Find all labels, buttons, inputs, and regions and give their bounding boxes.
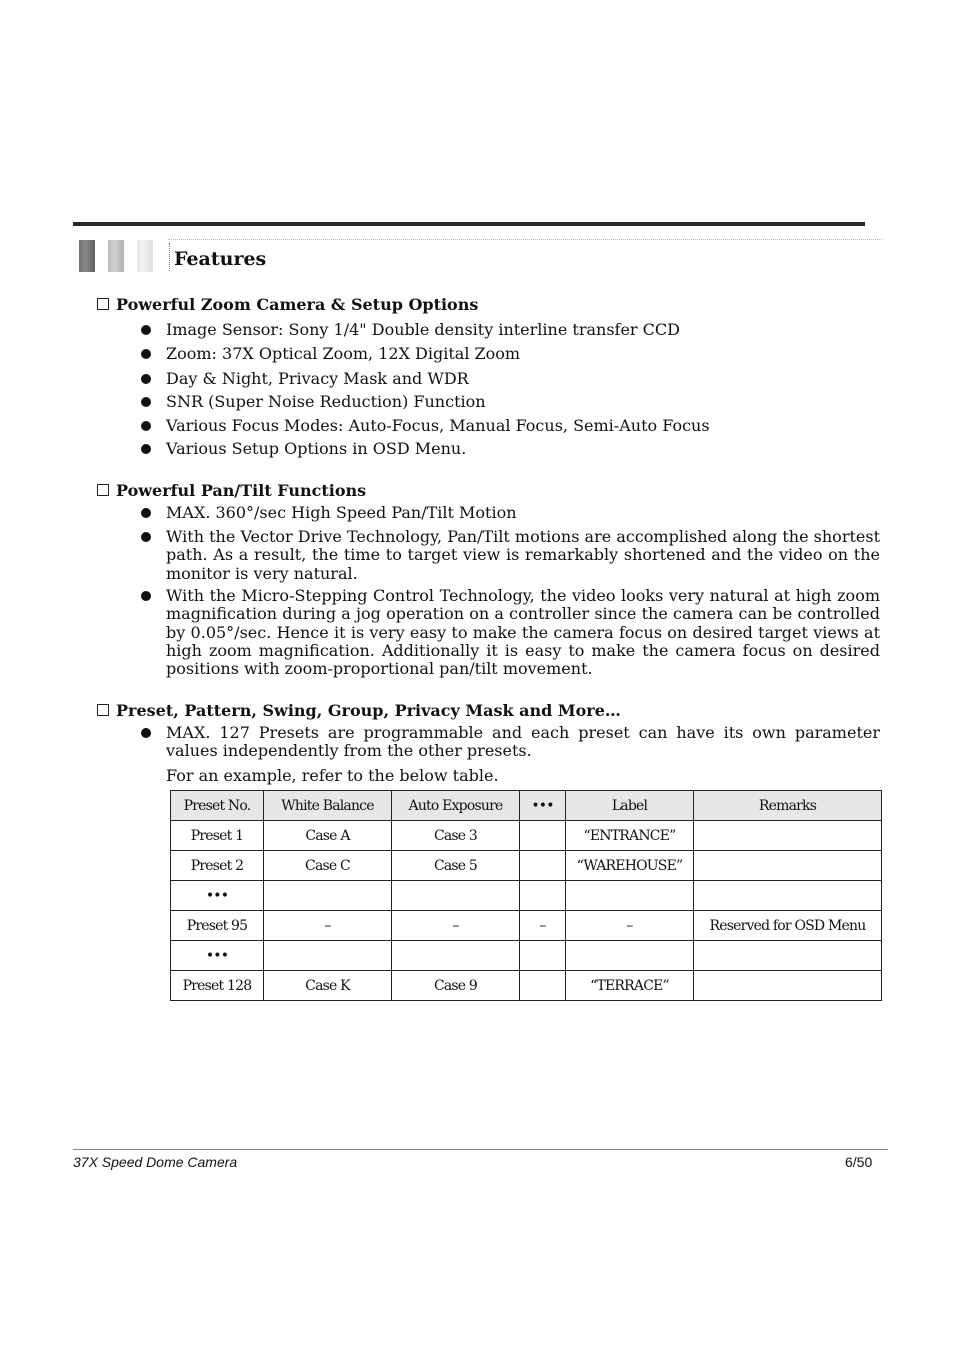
- table-cell: •••: [171, 941, 264, 971]
- table-header-row: [171, 791, 882, 821]
- table-cell: Case C: [264, 851, 392, 881]
- header-preset-no: Preset No.: [171, 791, 264, 821]
- table-cell: “TERRACE”: [566, 971, 694, 1001]
- header-remarks: Remarks: [694, 791, 882, 821]
- table-cell: Case 9: [392, 971, 520, 1001]
- footer-document-title: 37X Speed Dome Camera: [73, 1154, 238, 1170]
- header-rule: [73, 222, 865, 226]
- section-heading-text: Powerful Zoom Camera & Setup Options: [116, 295, 479, 314]
- footer-rule: [73, 1149, 888, 1150]
- footer-page-number: 6/50: [845, 1154, 873, 1170]
- table-row: [171, 851, 882, 881]
- table-cell: [520, 851, 566, 881]
- bullet-icon: [141, 421, 151, 431]
- table-cell: Case K: [264, 971, 392, 1001]
- header-white-balance: White Balance: [264, 791, 392, 821]
- decor-block: [79, 240, 95, 272]
- list-item: [166, 321, 880, 339]
- list-item-text: With the Micro-Stepping Control Technology, the video looks very natural at high zoom magnification during a jog operation on a controller since the camera can be controlled by 0.05°/sec. Hence it is very easy to make the camera focus on desired target views at high zoom magnification. Additionally it is easy to make the camera focus on desired positions with zoom-proportional pan/tilt movement.: [166, 586, 880, 679]
- list-item-text: MAX. 360°/sec High Speed Pan/Tilt Motion: [166, 503, 517, 522]
- table-cell: “ENTRANCE”: [566, 821, 694, 851]
- section-heading-text: Preset, Pattern, Swing, Group, Privacy Mask and More…: [116, 701, 621, 720]
- title-marker: [169, 243, 172, 271]
- table-intro-note: For an example, refer to the below table.: [166, 766, 499, 785]
- table-cell: [694, 941, 882, 971]
- header-auto-exposure: Auto Exposure: [392, 791, 520, 821]
- table-row: [171, 941, 882, 971]
- table-cell: [392, 941, 520, 971]
- table-cell: Preset 1: [171, 821, 264, 851]
- table-cell: “WAREHOUSE”: [566, 851, 694, 881]
- list-item: [166, 370, 880, 388]
- table-cell: [566, 941, 694, 971]
- checkbox-icon: [97, 704, 109, 716]
- bullet-icon: [141, 325, 151, 335]
- table-cell: [694, 851, 882, 881]
- list-item-text: Various Focus Modes: Auto-Focus, Manual Focus, Semi-Auto Focus: [166, 416, 710, 435]
- table-cell: •••: [171, 881, 264, 911]
- table-cell: [566, 881, 694, 911]
- table-cell: [694, 821, 882, 851]
- bullet-icon: [141, 728, 151, 738]
- list-item-text: SNR (Super Noise Reduction) Function: [166, 392, 486, 411]
- table-cell: –: [264, 911, 392, 941]
- table-cell: [694, 881, 882, 911]
- list-item: [166, 393, 880, 411]
- list-item: [166, 587, 880, 678]
- table-row: [171, 881, 882, 911]
- table-cell: Preset 2: [171, 851, 264, 881]
- table-cell: [520, 881, 566, 911]
- section-heading: [97, 481, 366, 500]
- list-item-text: Various Setup Options in OSD Menu.: [166, 439, 467, 458]
- bullet-icon: [141, 374, 151, 384]
- list-item: [166, 724, 880, 761]
- table-row: [171, 911, 882, 941]
- section-heading: [97, 701, 621, 720]
- table-cell: Case 5: [392, 851, 520, 881]
- header-label: Label: [566, 791, 694, 821]
- table-cell: [520, 941, 566, 971]
- bullet-icon: [141, 532, 151, 542]
- list-item-text: Zoom: 37X Optical Zoom, 12X Digital Zoom: [166, 344, 521, 363]
- bullet-icon: [141, 397, 151, 407]
- list-item: [166, 504, 880, 522]
- table-cell: [520, 971, 566, 1001]
- table-cell: [520, 821, 566, 851]
- table-cell: [264, 941, 392, 971]
- list-item: [166, 440, 880, 458]
- table-cell: Case A: [264, 821, 392, 851]
- checkbox-icon: [97, 484, 109, 496]
- table-cell: [264, 881, 392, 911]
- bullet-icon: [141, 349, 151, 359]
- table-cell: –: [520, 911, 566, 941]
- list-item-text: MAX. 127 Presets are programmable and each preset can have its own parameter values independently from the other presets.: [166, 723, 880, 761]
- bullet-icon: [141, 591, 151, 601]
- decor-block: [137, 240, 153, 272]
- list-item: [166, 345, 880, 363]
- section-heading: [97, 295, 478, 314]
- table-row: [171, 971, 882, 1001]
- preset-table: [170, 790, 882, 1001]
- decor-block: [108, 240, 124, 272]
- table-cell: –: [392, 911, 520, 941]
- bullet-icon: [141, 508, 151, 518]
- list-item: [166, 417, 880, 435]
- table-cell: Reserved for OSD Menu: [694, 911, 882, 941]
- header-ellipsis: •••: [520, 791, 566, 821]
- list-item-text: Day & Night, Privacy Mask and WDR: [166, 369, 469, 388]
- list-item-text: Image Sensor: Sony 1/4" Double density interline transfer CCD: [166, 320, 680, 339]
- section-heading-text: Powerful Pan/Tilt Functions: [116, 481, 367, 500]
- bullet-icon: [141, 444, 151, 454]
- dotted-rule: [168, 239, 882, 240]
- table-cell: Case 3: [392, 821, 520, 851]
- table-cell: Preset 95: [171, 911, 264, 941]
- table-cell: Preset 128: [171, 971, 264, 1001]
- table-cell: [392, 881, 520, 911]
- checkbox-icon: [97, 298, 109, 310]
- list-item-text: With the Vector Drive Technology, Pan/Tilt motions are accomplished along the shortest path. As a result, the time to target view is remarkably shortened and the video on the monitor is very natural.: [166, 527, 880, 583]
- table-row: [171, 821, 882, 851]
- table-cell: [694, 971, 882, 1001]
- page-title: Features: [174, 248, 267, 270]
- table-cell: –: [566, 911, 694, 941]
- heading-decoration: [79, 240, 159, 272]
- list-item: [166, 528, 880, 583]
